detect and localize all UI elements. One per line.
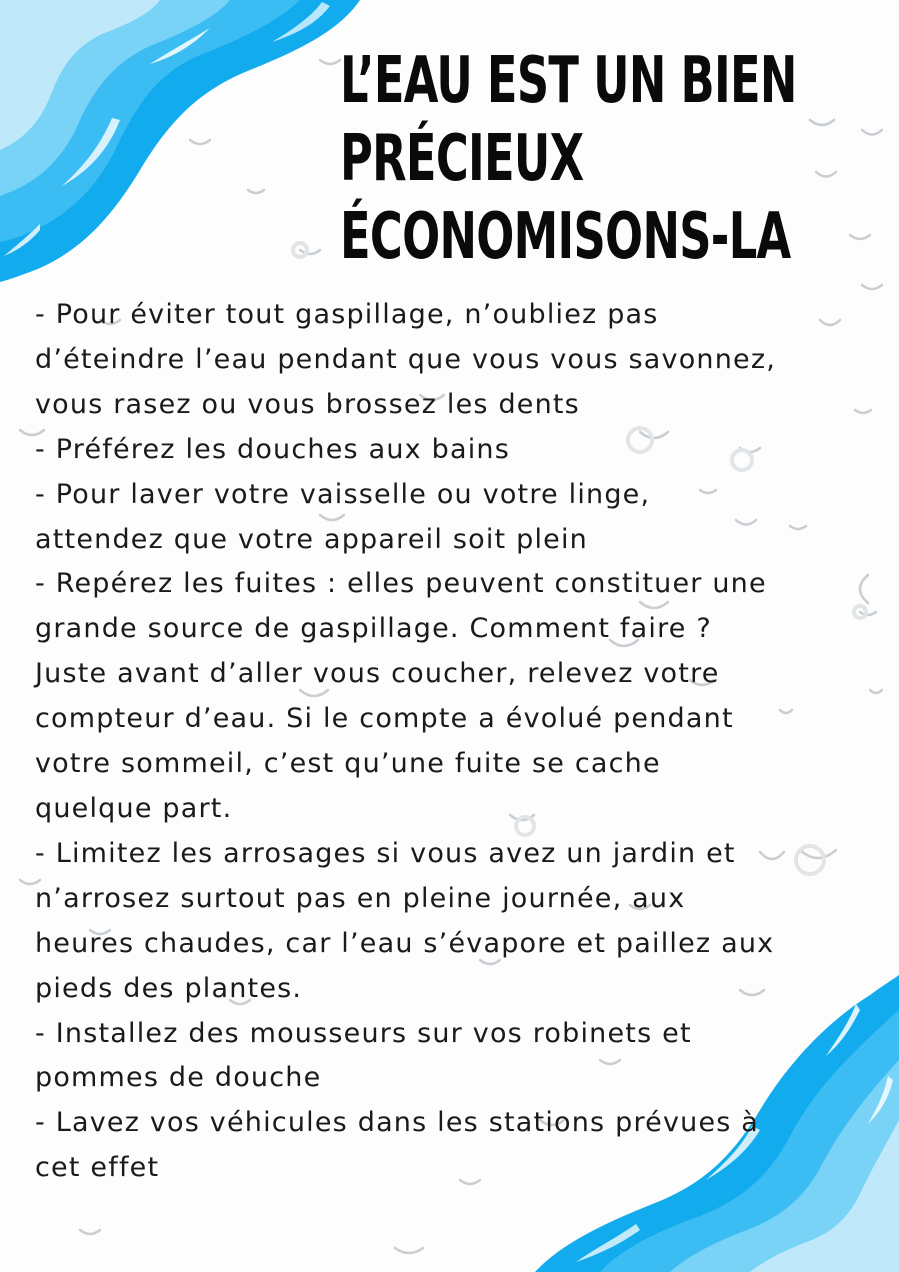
top-left-water-splash (0, 0, 360, 282)
tip-item-leaks: - Repérez les fuites : elles peuvent constituer une grande source de gaspillage. Comment faire ? Juste avant d’aller vous coucher, relevez votre compteur d’eau. Si le compte a évolué pendant votre sommeil, c’est qu’une fuite se cache quelque part. (35, 568, 767, 824)
tip-item-car-wash: - Lavez vos véhicules dans les stations prévues à cet effet (35, 1107, 760, 1184)
title-line-2: PRÉCIEUX (340, 122, 584, 196)
tip-list (35, 293, 785, 1191)
water-saving-tips (35, 293, 785, 1191)
title-line-1: L’EAU EST UN BIEN (340, 44, 797, 118)
tip-item-full-loads: - Pour laver votre vaisselle ou votre linge, attendez que votre appareil soit plein (35, 478, 651, 555)
tip-item-tap-off: - Pour éviter tout gaspillage, n’oubliez pas d’éteindre l’eau pendant que vous vous savonnez, vous rasez ou vous brossez les dents (35, 299, 777, 420)
tip-item-aerators: - Installez des mousseurs sur vos robinets et pommes de douche (35, 1017, 692, 1094)
poster-title (340, 42, 797, 276)
tip-item-showers: - Préférez les douches aux bains (35, 433, 510, 465)
title-line-3: ÉCONOMISONS-LA (340, 200, 791, 274)
tip-item-watering: - Limitez les arrosages si vous avez un jardin et n’arrosez surtout pas en pleine journée, aux heures chaudes, car l’eau s’évapore et paillez aux pieds des plantes. (35, 837, 775, 1004)
